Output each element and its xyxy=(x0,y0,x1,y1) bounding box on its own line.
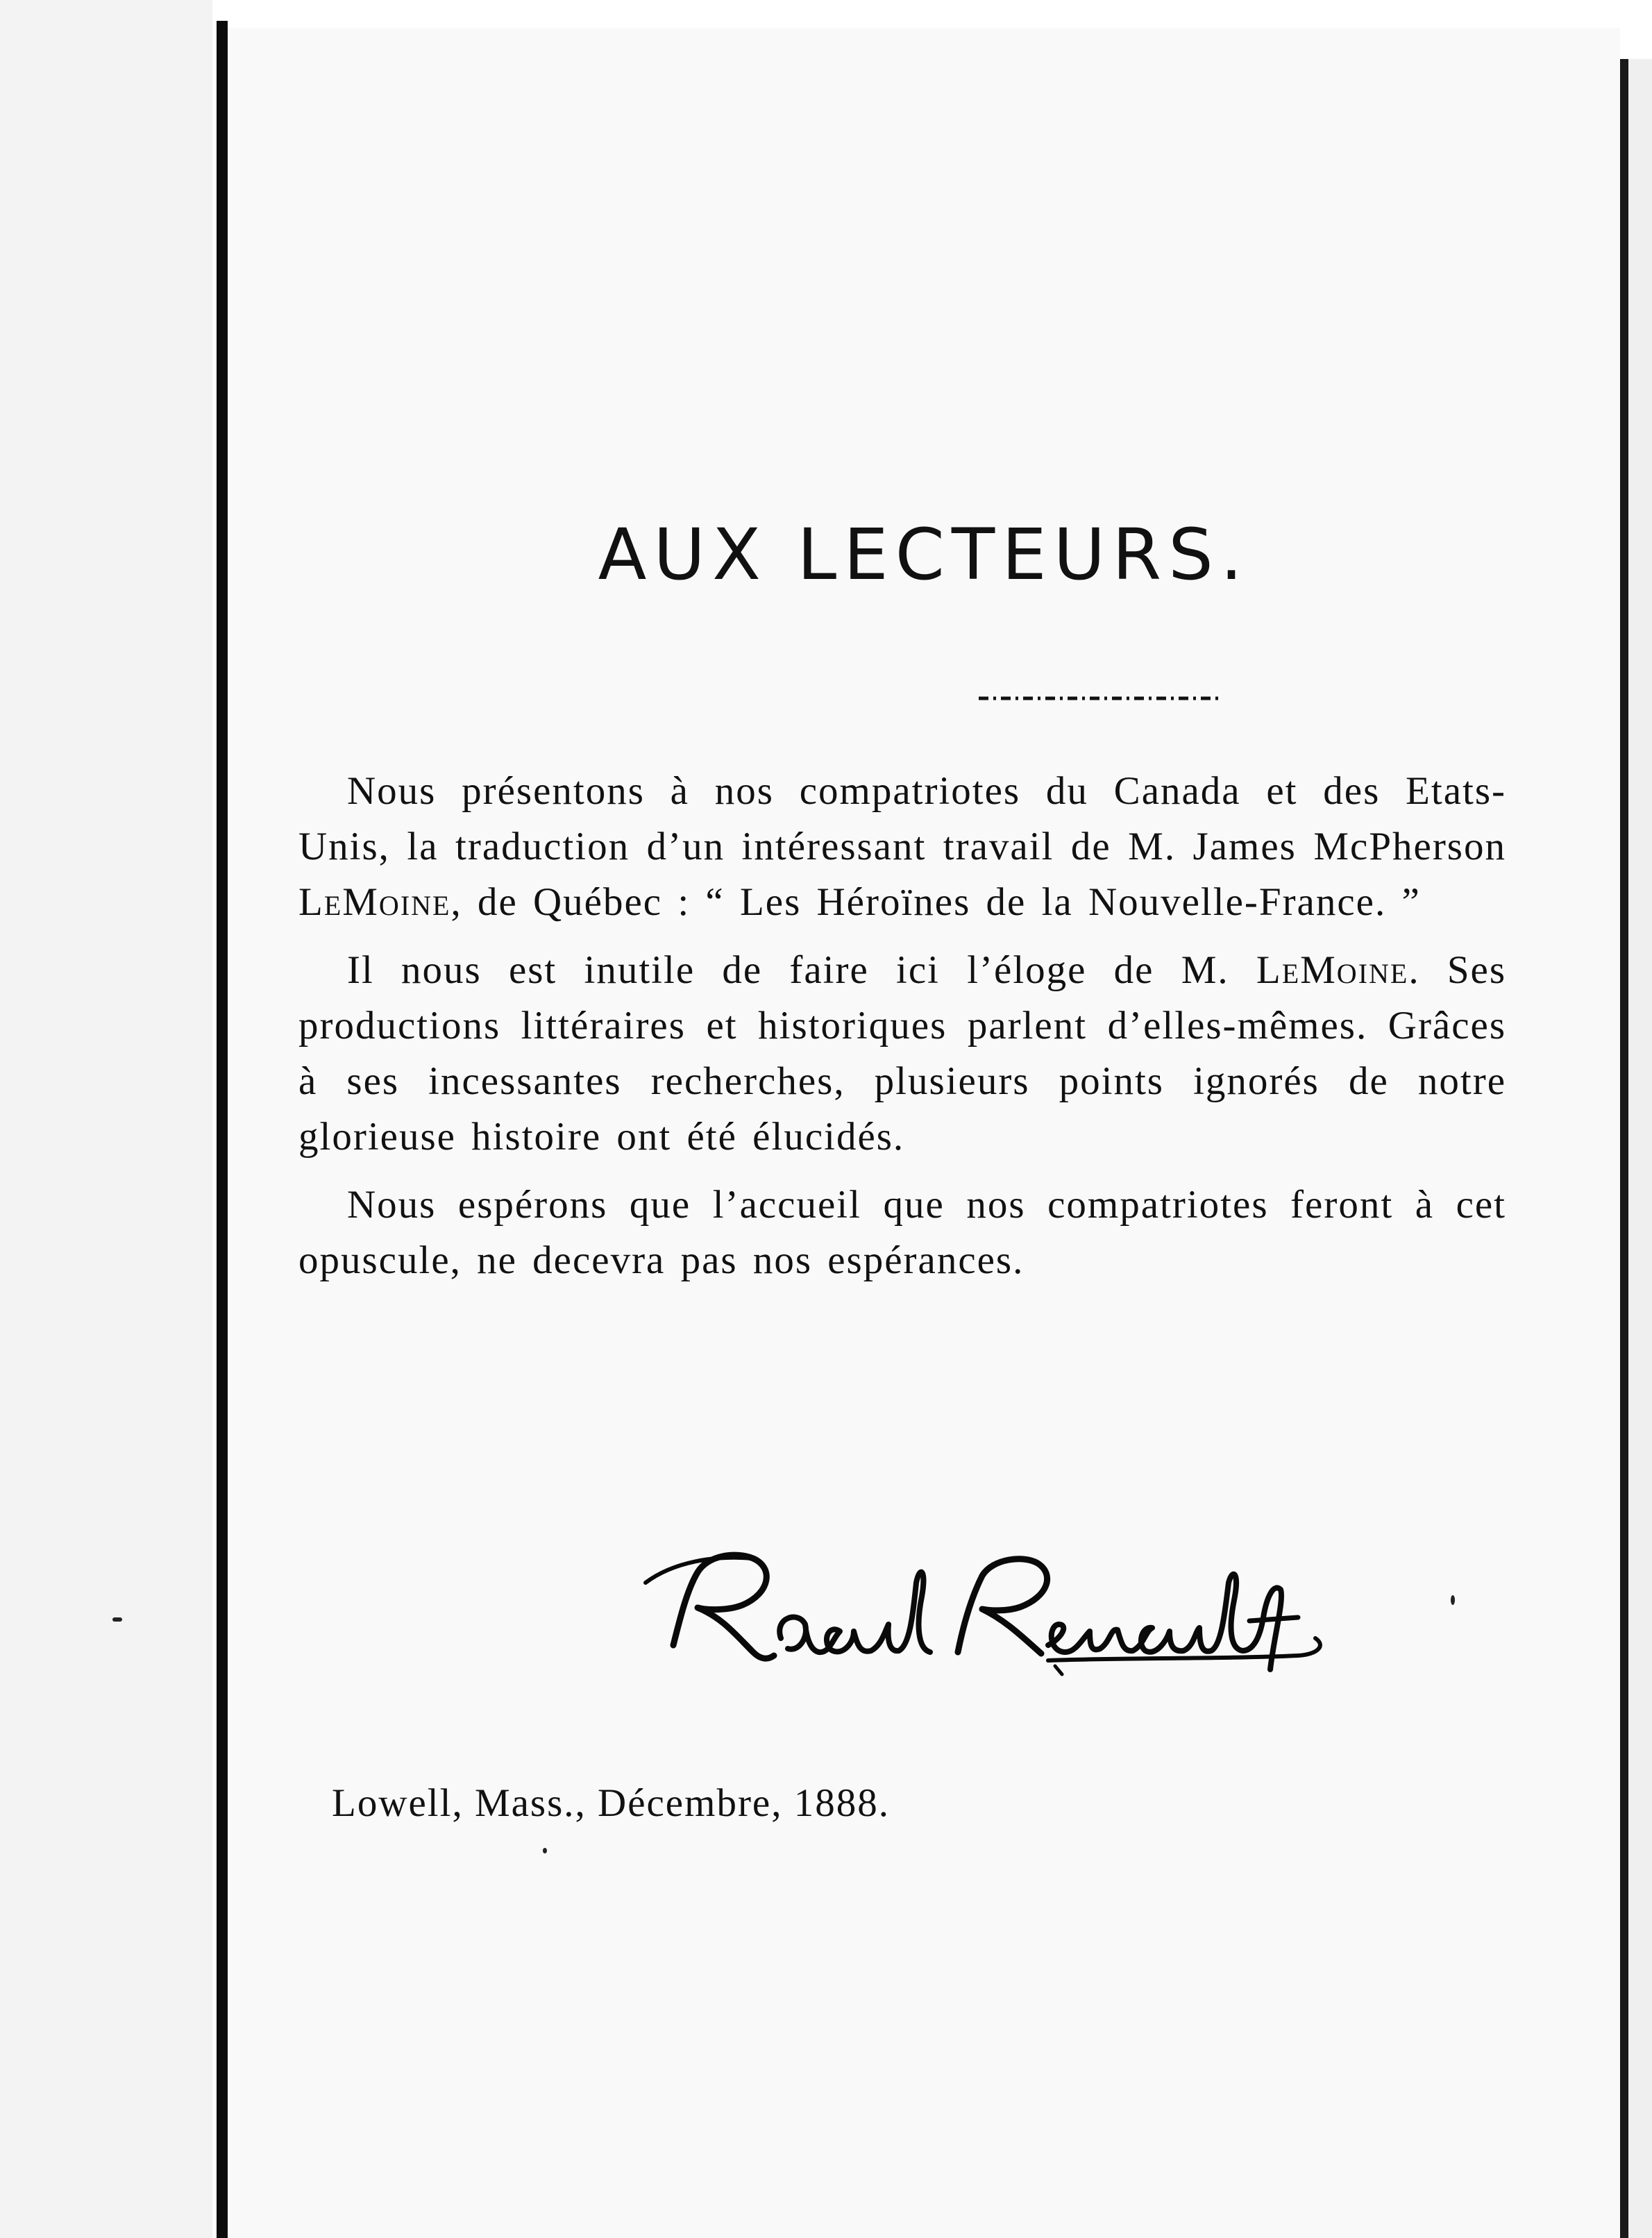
preface-body xyxy=(298,764,1506,1301)
scan-speck xyxy=(1451,1595,1455,1605)
author-name: LeMoine xyxy=(298,880,451,924)
document-page xyxy=(228,28,1620,2238)
title-ornament xyxy=(977,693,1224,704)
author-name: LeMoine xyxy=(1256,948,1409,992)
right-page-edge xyxy=(1620,59,1628,2238)
left-page-margin xyxy=(0,0,212,2238)
preface-paragraph-2: Il nous est inutile de faire ici l’éloge de M. LeMoine. Ses productions littéraires et historiques parlent d’elles-mêmes. Grâces à ses incessantes recherches, plusieurs points ignorés de notre glorieuse histoire ont été élucidés. xyxy=(298,948,1507,1159)
handwritten-signature xyxy=(632,1541,1409,1687)
preface-paragraph-1: Nous présentons à nos compatriotes du Canada et des Etats-Unis, la traduction d’un intéressant travail de M. James McPherson LeMoine, de Québec : “ Les Héroïnes de la Nouvelle-France. ” xyxy=(298,769,1506,924)
place-and-date: Lowell, Mass., Décembre, 1888. xyxy=(332,1781,890,1825)
page-title: AUX LECTEURS. xyxy=(598,514,1250,596)
right-page-margin xyxy=(1628,59,1652,2238)
preface-paragraph-3: Nous espérons que l’accueil que nos compatriotes feront à cet opuscule, ne decevra pas nos espérances. xyxy=(298,1183,1506,1282)
scan-speck xyxy=(112,1617,122,1622)
scan-speck xyxy=(543,1848,547,1853)
page-edge-shadow xyxy=(217,21,228,2238)
